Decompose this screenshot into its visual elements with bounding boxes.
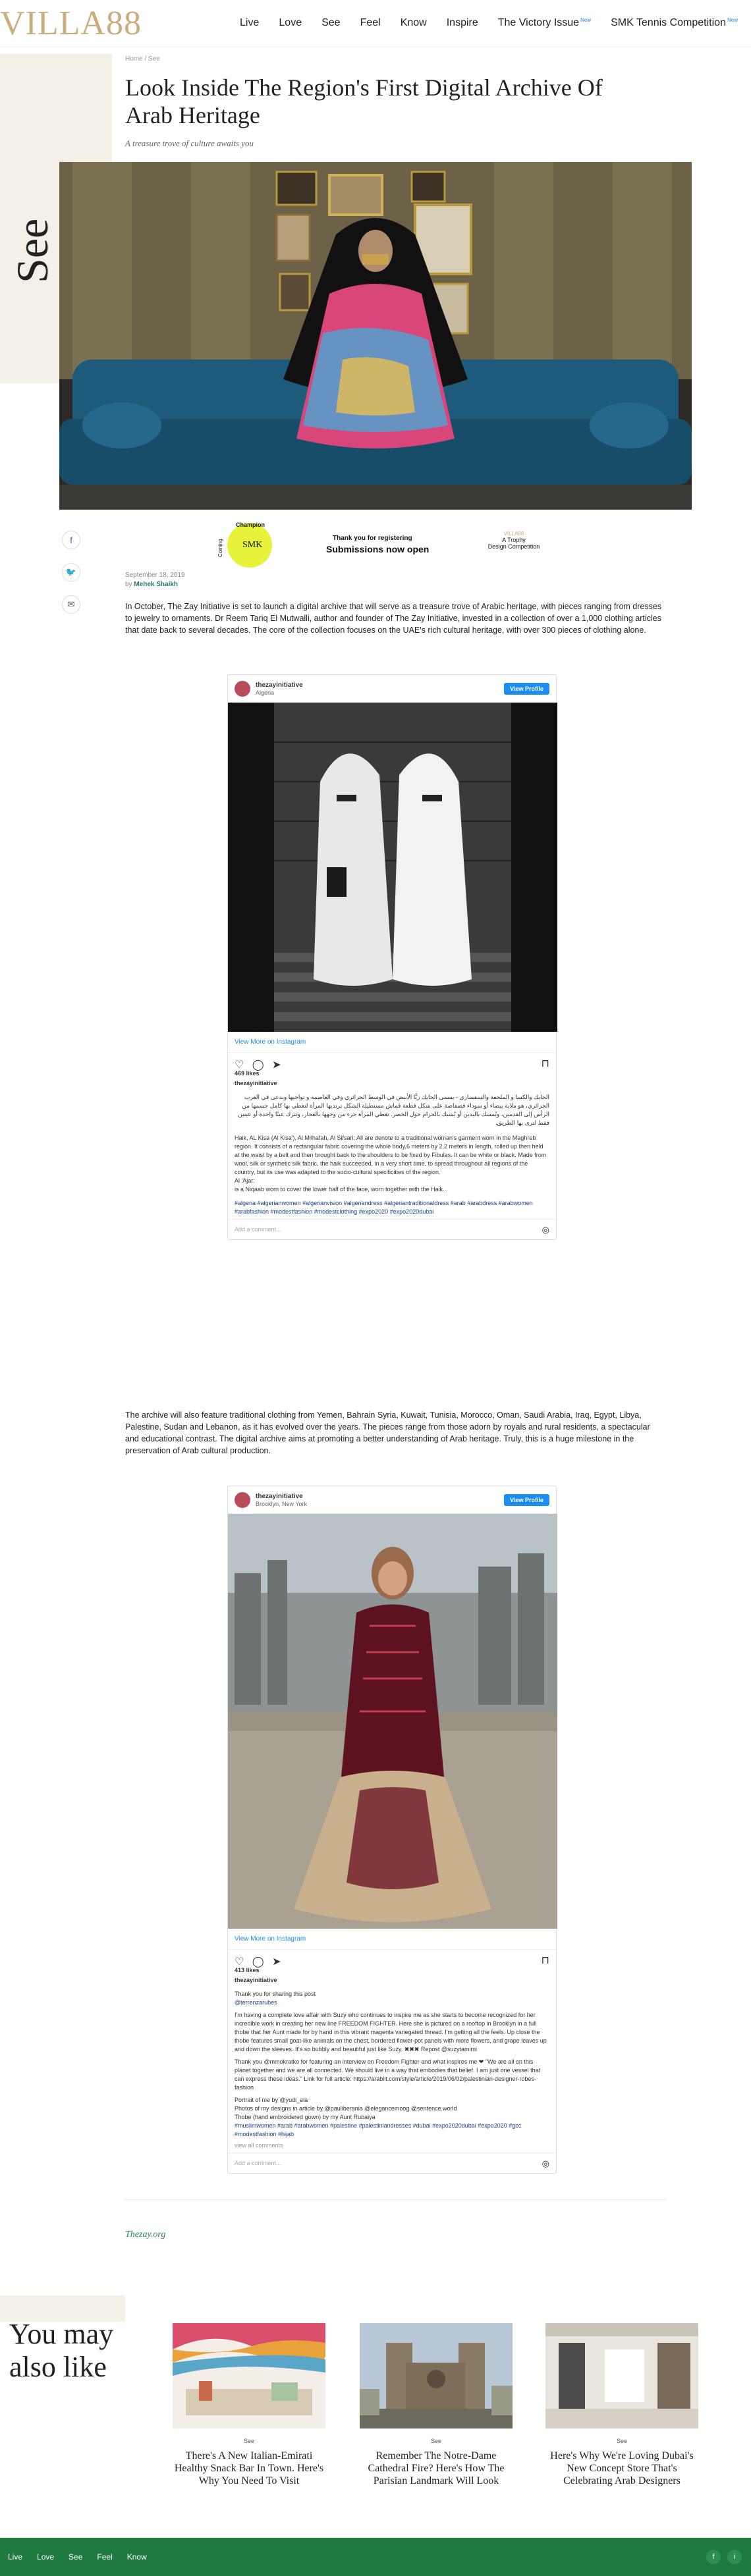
nav-item-label: The Victory Issue [497,17,580,28]
ig-caption-line: I'm having a complete love affair with Suzy who continues to inspire me as she starts to become recognized for her incredible work in creating her new line FREEDOM FIGHTER. Here she is pictured on a rooftop in Brooklyn in a full thobe that her Aunt made for by hand in this vibrant magenta variegated thread. I'm getting all the feels. Up close the thobe features small goat-like animals on the chest, bordered flower-pot panels with more flowers, and grape leaves up and down the sleeves. It's so bubbly and beautiful just like Suzy. ✖✖✖ Repost @suzytamimi [235,2012,547,2053]
nav-item-feel[interactable]: Feel [360,17,381,28]
nav-item-live[interactable]: Live [240,17,260,28]
site-logo[interactable]: VILLA88 [0,5,142,42]
share-icon[interactable]: ➤ [272,1956,281,1968]
ad-line1: Thank you for registering [333,535,412,542]
divider [125,2199,665,2200]
related-thumbnail[interactable] [545,2323,698,2428]
instagram-icon[interactable]: ◎ [542,2159,549,2168]
article-paragraph: In October, The Zay Initiative is set to launch a digital archive that will serve as a treasure trove of Arabic heritage, with pieces ranging from dresses to jewelry to ornaments. Dr Reem Tariq El Mutwalli, author and founder of The Zay Initiative, invested in a collection of over a 1,000 clothing articles that date back to several decades. The core of the collection focuses on the UAE's rich cultural heritage, with over 300 pieces of clothing alone. [125,602,662,635]
ig-photo[interactable] [228,1514,557,1929]
source-link[interactable]: Thezay.org [125,2230,166,2240]
ig-username[interactable]: thezayinitiative [256,1493,303,1500]
byline-prefix: by [125,581,132,588]
ig-caption-line: Photos of my designs in article by @pauliberania @elegancemoog @sentence.world [235,2105,457,2112]
main-nav [240,17,738,29]
ad-logo [481,531,547,550]
ig-caption-user[interactable]: thezayinitiative [235,1977,277,1983]
related-heading-line2: also like [9,2351,107,2383]
breadcrumb-current[interactable]: See [148,55,160,63]
hero-image [59,162,692,510]
instagram-embed [227,1486,557,2174]
article-title: Look Inside The Region's First Digital Archive Of Arab Heritage [125,74,603,128]
site-header [0,0,751,47]
new-badge: New [580,17,592,23]
ig-caption-extra: is a Niqaab worn to cover the lower half of the face, worn together with the Haik... [235,1186,448,1193]
ig-username[interactable]: thezayinitiative [256,682,303,689]
view-profile-button[interactable]: View Profile [504,1494,549,1506]
avatar[interactable] [235,681,250,697]
nav-item-label: SMK Tennis Competition [611,17,726,28]
avatar[interactable] [235,1492,250,1508]
footer-item-know[interactable]: Know [126,2552,147,2562]
bookmark-icon[interactable]: ⊓ [541,1058,549,1069]
breadcrumb-sep: / [144,55,147,63]
footer-nav [8,2552,147,2562]
ig-caption-english: Haik, AL Kisa (Al Kisa'), Al Milhafah, Al Sifsari: All are denote to a traditional woman's garment worn in the Maghreb region. It consists of a rectangular fabric covering the whole body,6 meters by 2,2 meters in length, rolled up then held at the waist by a belt and then brought back to the shoulders to be fixed by Fibulas. It can be white or black. Made from wool, silk or synthetic silk fabric, the haik succeeded, in a very short time, to spread throughout all regions of the country, but its use was adapted to the socio-cultural specificities of the region. [235,1135,547,1175]
ig-header [228,1486,556,1514]
ad-logo-line2: Design Competition [487,543,540,550]
instagram-icon[interactable]: ◎ [542,1225,549,1235]
related-card[interactable] [545,2323,698,2487]
related-category[interactable]: See [616,2438,627,2444]
ig-likes: 413 likes [235,1967,260,1973]
ig-caption-user[interactable]: thezayinitiative [235,1080,277,1087]
comment-placeholder: Add a comment... [235,2160,281,2166]
share-twitter[interactable] [62,563,80,581]
ig-caption [228,1077,556,1219]
mail-icon: ✉ [67,599,75,609]
ig-actions [228,1053,556,1070]
ig-location[interactable]: Algeria [256,689,275,696]
comment-icon[interactable]: ◯ [252,1060,264,1071]
related-title[interactable]: Here's Why We're Loving Dubai's New Concept Store That's Celebrating Arab Designers [550,2450,694,2486]
ig-location[interactable]: Brooklyn, New York [256,1501,308,1507]
section-label: See [7,218,57,283]
related-thumbnail[interactable] [173,2323,325,2428]
ad-logo-brand: VILLA88 [503,531,524,537]
ad-side-label: Coming [217,539,223,557]
facebook-icon: f [70,535,72,545]
ad-logo-line1: A Trophy [502,537,526,543]
comment-placeholder: Add a comment... [235,1226,281,1233]
ig-header [228,675,556,703]
comment-icon[interactable]: ◯ [252,1956,264,1968]
related-title[interactable]: Remember The Notre-Dame Cathedral Fire? Here's How The Parisian Landmark Will Look [368,2450,505,2486]
ad-line2: Submissions now open [326,544,430,554]
nav-item-inspire[interactable]: Inspire [446,17,478,28]
share-email[interactable] [62,595,80,614]
article-subtitle: A treasure trove of culture awaits you [125,138,254,148]
ig-likes: 469 likes [235,1070,260,1077]
ig-caption-line: Thank you for sharing this post [235,1991,316,1997]
footer-item-feel[interactable]: Feel [97,2552,113,2562]
ig-caption-line[interactable]: @terrenzarubes [235,1999,277,2006]
article-byline [125,581,178,588]
ad-badge-label: Champion [236,522,265,528]
ig-caption-arabic: الحايك والكسا و الملحفة والسفساري - يسمى الحايك زيًّا الأبيض في الوسط الجزائري وفي العاصمة و نواحيها ويدعى في الغرب الجزائري، هو ملاية بيضاء أو سوداء فضفاضة على شكل قطعة قماش مستطيلة الشكل ترتديها المرأة لتغطي بها كامل جسمها من الرأس إلى القدمين، ويُمسك باليدين أو يُشبك بالحزام حول الخصر. تغطي المرأة جزء من وجهها بالعجار، وتترك عينًا واحدة أو عينين فقط لترى بها الطريق. [238,1094,549,1126]
ig-hashtags[interactable]: #algeria #algerianwomen #algerianvision #algeriandress #algeriantraditionaldress #arab #arabdress #arabwomen #arabfashion #modestfashion #modestclothing #expo2020 #expo2020dubai [235,1200,533,1215]
article-date: September 18, 2019 [125,572,185,579]
related-category[interactable]: See [430,2438,441,2444]
footer-item-see[interactable]: See [69,2552,83,2562]
ig-comment-input[interactable] [228,1219,556,1239]
related-category[interactable]: See [243,2438,254,2444]
view-profile-button[interactable]: View Profile [504,683,549,695]
breadcrumb [125,55,160,63]
heart-icon[interactable]: ♡ [235,1060,244,1071]
related-thumbnail[interactable] [360,2323,513,2428]
ad-badge-mark: SMK [242,540,263,550]
ig-caption-line: Thank you @mmokratko for featuring an interview on Freedom Fighter and what inspires me ❤ "We are all on this planet together and we are all connected. We should live in a way that embodies that belief. I am just one vessel that can express these ideas." Link for full article: https://arablit.com/style/article/2019/06/02/palestinian-designer-robes-fashion [235,2058,541,2091]
facebook-icon[interactable]: f [706,2550,721,2564]
view-all-comments[interactable]: view all comments [235,2142,283,2149]
ig-caption-extra: Al 'Ajar: [235,1177,255,1184]
related-card[interactable] [360,2323,513,2487]
nav-item-love[interactable]: Love [279,17,302,28]
new-badge: New [727,17,738,23]
footer-item-love[interactable]: Love [37,2552,55,2562]
ig-caption-line: Thobe (hand embroidered gown) by my Aunt Rubaiya [235,2114,376,2120]
view-more-link[interactable]: View More on Instagram [228,1929,556,1950]
breadcrumb-home[interactable]: Home [125,55,143,63]
bookmark-icon[interactable]: ⊓ [541,1955,549,1966]
related-title[interactable]: There's A New Italian-Emirati Healthy Snack Bar In Town. Here's Why You Need To Visit [174,2450,324,2486]
related-card[interactable] [173,2323,325,2487]
twitter-icon: 🐦 [65,567,77,577]
ig-caption-line: Portrait of me by @yudi_ela [235,2097,308,2103]
heart-icon[interactable]: ♡ [235,1956,244,1968]
nav-item-smk-tennis[interactable] [611,17,738,29]
view-more-link[interactable]: View More on Instagram [228,1032,556,1053]
ig-caption [228,1973,556,2153]
nav-item-victory-issue[interactable] [498,17,591,29]
instagram-icon[interactable]: i [727,2550,742,2564]
ig-actions [228,1950,556,1967]
ig-hashtags[interactable]: #muslimwomen #arab #arabwomen #palestine #palestiniandresses #dubai #expo2020dubai #expo2020 #gcc #modestfashion #hijab [235,2122,522,2137]
nav-item-see[interactable]: See [321,17,341,28]
footer-item-live[interactable]: Live [8,2552,23,2562]
nav-item-know[interactable]: Know [400,17,427,28]
article-paragraph: The archive will also feature traditional clothing from Yemen, Bahrain Syria, Kuwait, Tunisia, Morocco, Oman, Saudi Arabia, Iraq, Egypt, Libya, Palestine, Sudan and Lebanon, as it has evolved over the years. The pieces range from those adorn by royals and rural residents, a spectacular and educational contrast. The digital archive aims at promoting a better understanding of Arab heritage. Truly, this is a huge milestone in the preservation of Arab cultural production. [125,1410,650,1455]
share-icon[interactable]: ➤ [272,1060,281,1071]
instagram-embed [227,674,557,1240]
related-heading-line1: You may [9,2318,114,2350]
site-footer [0,2538,751,2576]
ig-photo[interactable] [228,703,557,1032]
author-link[interactable]: Mehek Shaikh [134,581,179,588]
ig-comment-input[interactable] [228,2153,556,2173]
related-heading [9,2318,134,2384]
ad-banner[interactable] [198,520,567,570]
share-facebook[interactable] [62,531,80,549]
